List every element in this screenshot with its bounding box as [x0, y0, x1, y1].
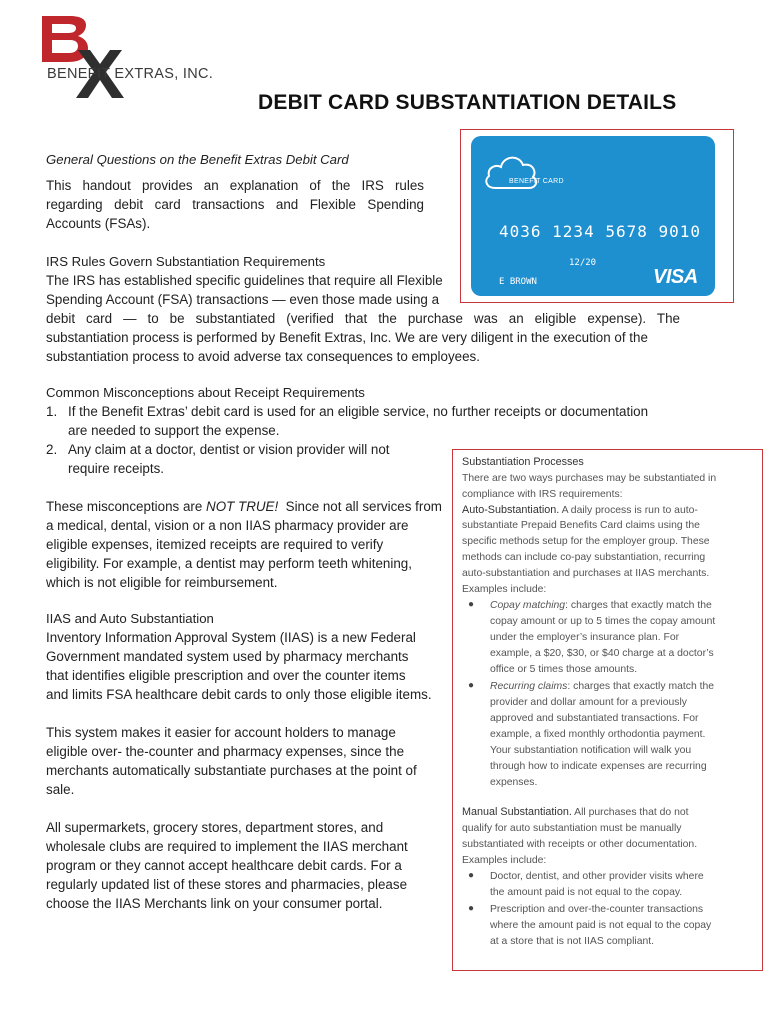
paragraph-text: These misconceptions are	[46, 499, 207, 514]
sidebar-text: : charges that exactly match the	[565, 600, 712, 611]
sidebar-line: expenses.	[490, 777, 538, 788]
misconceptions-paragraph-start	[46, 497, 442, 516]
not-true-emphasis: NOT TRUE!	[206, 499, 279, 514]
sidebar-line: copay amount or up to 5 times the copay amount	[490, 616, 716, 627]
bullet-icon: ●	[468, 599, 475, 610]
iias-line: All supermarkets, grocery stores, department stores, and	[46, 820, 384, 835]
sidebar-line: qualify for auto substantiation must be manually	[462, 823, 682, 834]
sidebar-text: : charges that exactly match the	[567, 681, 715, 692]
irs-line: debit card — to be substantiated (verified that the purchase was an eligible expense). The	[46, 311, 680, 326]
iias-line: eligible over- the-counter and pharmacy expenses, since the	[46, 744, 405, 759]
sidebar-line: example, a fixed monthly orthodontia payment.	[490, 729, 706, 740]
sidebar-line: specific methods setup for the employer group. These	[462, 536, 710, 547]
irs-heading: IRS Rules Govern Substantiation Requirements	[46, 254, 326, 269]
sidebar-line: at a store that is not IIAS compliant.	[490, 936, 655, 947]
misconceptions-line: eligibility. For example, a dentist may perform teeth whitening,	[46, 556, 412, 571]
list-item-line: require receipts.	[68, 461, 165, 476]
list-number: 1.	[46, 404, 58, 419]
iias-line: Inventory Information Approval System (IIAS) is a new Federal	[46, 630, 416, 645]
sidebar-line: auto-substantiation and purchases at IIAS merchants.	[462, 568, 710, 579]
irs-line: substantiation process to avoid adverse tax consequences to employees.	[46, 349, 480, 364]
iias-line: that identifies eligible prescription and over the counter items	[46, 668, 406, 683]
recurring-claims-line	[490, 679, 714, 695]
recurring-claims-label: Recurring claims	[490, 681, 568, 692]
sidebar-line: through how to indicate expenses are recurring	[490, 761, 707, 772]
auto-substantiation-heading: Auto-Substantiation.	[462, 504, 560, 516]
iias-line: This system makes it easier for account holders to manage	[46, 725, 396, 740]
intro-line: Accounts (FSAs).	[46, 216, 151, 231]
visa-logo: VISA	[653, 266, 698, 288]
sidebar-line: Examples include:	[462, 584, 547, 595]
sidebar-line: where the amount paid is not equal to the copay	[490, 920, 712, 931]
bullet-icon: ●	[468, 680, 475, 691]
document-title: DEBIT CARD SUBSTANTIATION DETAILS	[258, 91, 677, 114]
card-brand: BENEFIT CARD	[509, 178, 564, 185]
sidebar-line: Your substantiation notification will walk you	[490, 745, 692, 756]
paragraph-text: Since not all services from	[278, 499, 442, 514]
sidebar-line: approved and substantiated transactions. For	[490, 713, 699, 724]
misconceptions-heading: Common Misconceptions about Receipt Requirements	[46, 385, 365, 400]
iias-line: sale.	[46, 782, 75, 797]
intro-line: This handout provides an explanation of the IRS rules	[46, 178, 424, 193]
misconceptions-line: a medical, dental, vision or a non IIAS pharmacy provider are	[46, 518, 409, 533]
sidebar-line: under the employer’s insurance plan. For	[490, 632, 680, 643]
sidebar-text: A daily process is run to auto-	[559, 505, 698, 516]
benefit-extras-logo	[38, 10, 238, 102]
list-item-line: are needed to support the expense.	[68, 423, 280, 438]
company-name	[47, 66, 213, 82]
bullet-icon: ●	[468, 903, 475, 914]
sidebar-line: substantiated with receipts or other documentation.	[462, 839, 698, 850]
misconceptions-line: which is not eligible for reimbursement.	[46, 575, 278, 590]
iias-line: Government mandated system used by pharmacy merchants	[46, 649, 409, 664]
sidebar-line: compliance with IRS requirements:	[462, 489, 623, 500]
iias-line: merchants automatically substantiate purchases at the point of	[46, 763, 417, 778]
list-item-line: Any claim at a doctor, dentist or vision provider will not	[68, 442, 390, 457]
intro-line: regarding debit card transactions and Flexible Spending	[46, 197, 424, 212]
iias-line: and limits FSA healthcare debit cards to only those eligible items.	[46, 687, 432, 702]
sidebar-line: office or 5 times those amounts.	[490, 664, 638, 675]
iias-heading: IIAS and Auto Substantiation	[46, 611, 214, 626]
list-number: 2.	[46, 442, 58, 457]
sidebar-line: the amount paid is not equal to the copay.	[490, 887, 683, 898]
copay-matching-label: Copay matching	[490, 600, 566, 611]
iias-line: wholesale clubs are required to implement the IIAS merchant	[46, 839, 408, 854]
intro-heading: General Questions on the Benefit Extras Debit Card	[46, 152, 349, 167]
sidebar-line: substantiate Prepaid Benefits Card claims using the	[462, 520, 700, 531]
irs-line: Spending Account (FSA) transactions — even those made using a	[46, 292, 440, 307]
auto-substantiation-line	[462, 503, 698, 519]
card-holder-name: E BROWN	[499, 277, 537, 287]
iias-line: choose the IIAS Merchants link on your consumer portal.	[46, 896, 383, 911]
manual-substantiation-heading: Manual Substantiation.	[462, 806, 572, 818]
iias-line: regularly updated list of these stores and pharmacies, please	[46, 877, 408, 892]
sidebar-line: There are two ways purchases may be substantiated in	[462, 473, 717, 484]
debit-card-image	[471, 136, 715, 296]
iias-line: program or they cannot accept healthcare debit cards. For a	[46, 858, 402, 873]
sidebar-title: Substantiation Processes	[462, 456, 584, 468]
list-item-line: If the Benefit Extras’ debit card is used for an eligible service, no further receipts or documentation	[68, 404, 649, 419]
irs-line: substantiation process is performed by Benefit Extras, Inc. We are very diligent in the execution of the	[46, 330, 648, 345]
sidebar-line: Prescription and over-the-counter transactions	[490, 904, 704, 915]
sidebar-line: example, a $20, $30, or $40 charge at a doctor’s	[490, 648, 714, 659]
sidebar-line: provider and dollar amount for a previously	[490, 697, 687, 708]
sidebar-line: methods can include co-pay substantiation, recurring	[462, 552, 706, 563]
company-name-text: BENEFIT EXTRAS, INC.	[47, 66, 214, 82]
sidebar-text: All purchases that do not	[571, 807, 689, 818]
copay-matching-line	[490, 598, 712, 614]
misconceptions-line: eligible expenses, itemized receipts are required to verify	[46, 537, 384, 552]
sidebar-line: Doctor, dentist, and other provider visits where	[490, 871, 704, 882]
card-number: 4036 1234 5678 9010	[499, 222, 702, 241]
bullet-icon: ●	[468, 870, 475, 881]
sidebar-line: Examples include:	[462, 855, 547, 866]
irs-line: The IRS has established specific guidelines that require all Flexible	[46, 273, 443, 288]
cloud-icon	[481, 146, 541, 196]
manual-substantiation-line	[462, 805, 689, 821]
card-expiry: 12/20	[569, 258, 597, 268]
